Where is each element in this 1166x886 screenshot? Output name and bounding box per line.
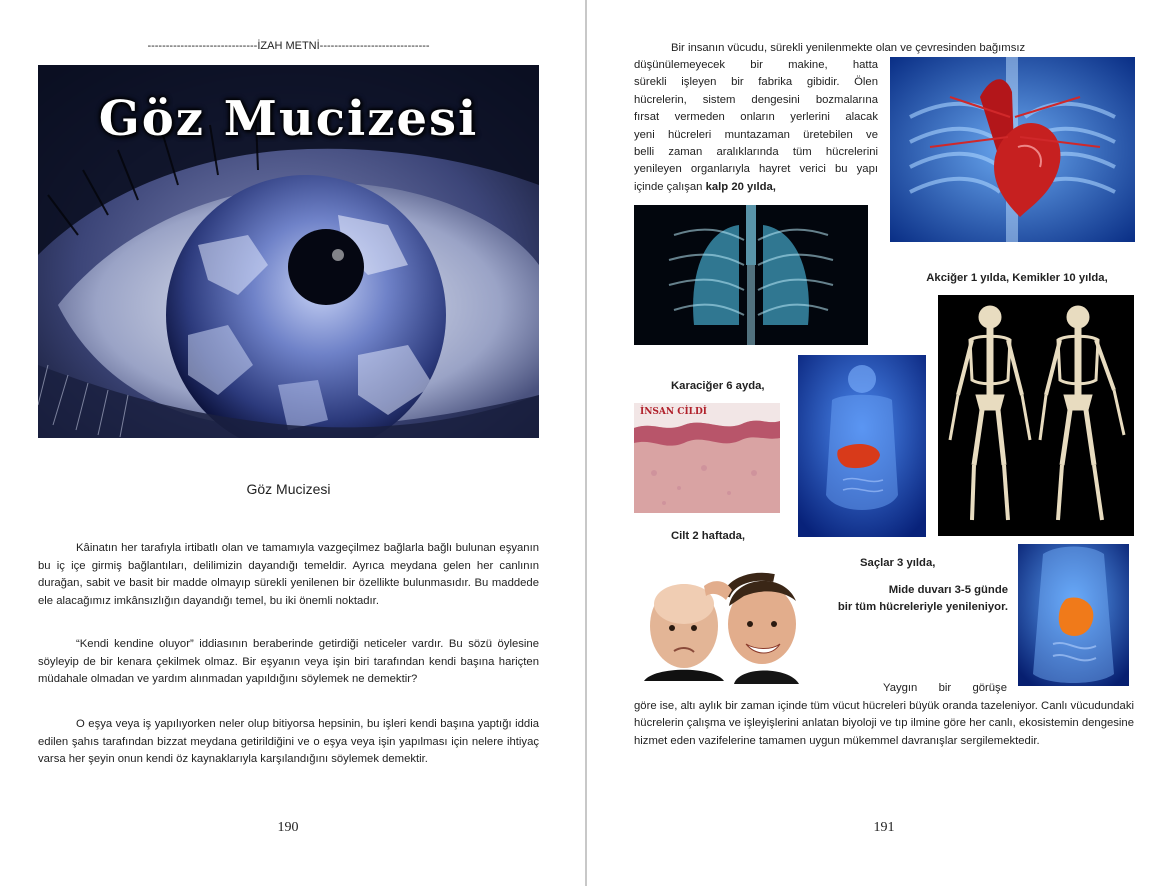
intro-line-first: Bir insanın vücudu, sürekli yenilenmekte olan ve çevresinden bağımsız xyxy=(671,42,1026,54)
hair-caption: Saçlar 3 yılda, xyxy=(860,557,936,569)
skin-image xyxy=(634,403,780,513)
paragraph-1: Kâinatın her tarafıyla irtibatlı olan ve tamamıyla vazgeçilmez bağlarla bağlı bulunan eşyanın bu iç içe girmiş bağlantıları, delilimizin dayandığı temeldir. Ayrıca meydana gelen her canlının durağan, sabit ve basit bir madde olmayıp sürekli yenilenen bir özellikte bulunmasıdır. Bu maddede ele alacağımız imkânsızlığın dayandığı temel, bu iki önemli noktadır. xyxy=(38,542,539,607)
stomach-caption-1: Mide duvarı 3-5 günde xyxy=(888,584,1008,596)
section-header: ------------------------------İZAH METNİ------------------------------ xyxy=(147,40,430,52)
heart-caption: kalp 20 yılda, xyxy=(705,180,776,193)
closing-paragraph: göre ise, altı aylık bir zaman içinde tüm vücut hücreleri büyük oranda tazeleniyor. Canlı vücudundaki hücrelerin çalışma ve işleyişlerini anlatan biyoloji ve tıp ilmine göre her canlı, ekosistemin dengesine hizmet eden vazifelerine tamamen uygun mükemmel davranışlar sergilemektedir. xyxy=(634,700,1134,747)
skin-label: İNSAN CİLDİ xyxy=(640,407,707,417)
paragraph-3: O eşya veya iş yapılıyorken neler olup bitiyorsa hepsinin, bu işleri kendi başına yaptığı iddia edilen şahıs tarafından bizzat meydana getirildiğini ve o eşya veya işin yapılması için nelere ihtiyaç varsa her şeyin onun kendi öz kaynaklarıyla karşılandığını söylemek demektir. xyxy=(38,718,539,765)
heart-xray-image xyxy=(890,57,1135,242)
right-page xyxy=(587,0,1166,886)
intro-line: düşünülemeyecek bir makine, hatta xyxy=(634,59,878,71)
page-number-right: 191 xyxy=(873,820,895,835)
intro-line: belli zaman aralıklarında tüm hücrelerini xyxy=(634,146,878,159)
cover-image-eye xyxy=(38,65,539,438)
skin-caption: Cilt 2 haftada, xyxy=(671,530,746,542)
intro-last-text: içinde çalışan xyxy=(634,180,706,193)
stomach-caption-2: bir tüm hücreleriyle yenileniyor. xyxy=(837,601,1008,613)
lungs-xray-image xyxy=(634,205,868,345)
skeleton-image xyxy=(938,295,1134,536)
intro-line: sürekli işleyen bir fabrika gibidir. Ölen xyxy=(634,76,878,89)
liver-body-image xyxy=(798,355,926,537)
closing-first-line: Yaygın bir görüşe xyxy=(883,682,1007,694)
paragraph-2: “Kendi kendine oluyor” iddiasının beraberinde getirdiği neticeler vardır. Bu sözü öylesine söyleyip de bir kenara çekilmek olmaz. Bir eşyanın veya işin biri tarafından kendi başına hariçten müdahale olmadan ve yardım alınmadan yapıldığını söylemek ne demektir? xyxy=(38,638,539,685)
intro-line: yenileyen organlarıyla hayret verici bu yapı xyxy=(634,163,878,176)
liver-caption: Karaciğer 6 ayda, xyxy=(671,380,765,392)
cover-title: Göz Mucizesi xyxy=(98,91,479,147)
hair-men-image xyxy=(634,566,834,686)
article-subtitle: Göz Mucizesi xyxy=(246,481,331,497)
lung-bone-caption: Akciğer 1 yılda, Kemikler 10 yılda, xyxy=(926,272,1108,284)
intro-line-last xyxy=(634,179,878,196)
intro-column xyxy=(634,57,878,196)
page-number-left: 190 xyxy=(277,820,299,835)
intro-line: yeni hücreleri muntazaman üretebilen ve xyxy=(634,128,878,141)
stomach-body-image xyxy=(1018,544,1129,686)
intro-line: hücrelerin, sistem dengesini bozmalarına xyxy=(634,93,878,106)
intro-line: fırsat vermeden onların yerlerini alacak xyxy=(634,111,878,124)
